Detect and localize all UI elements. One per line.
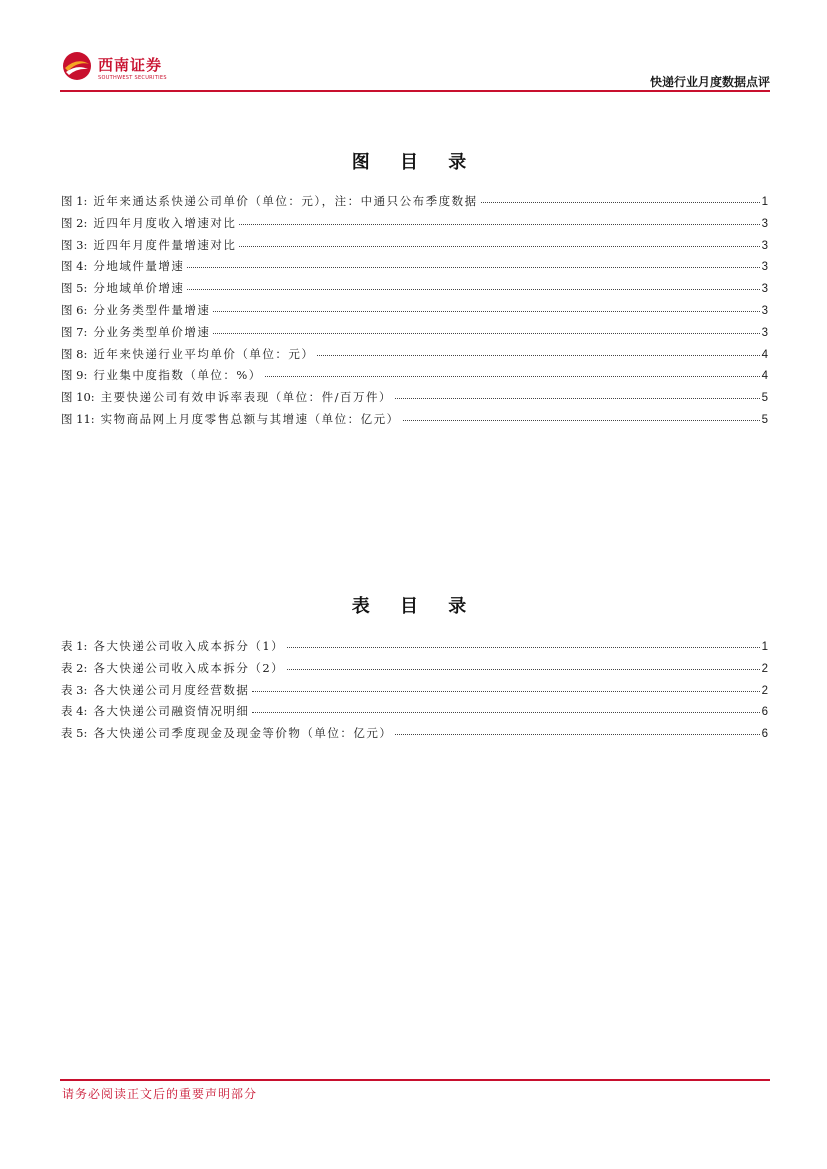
tables-section-title: 表 目 录 — [351, 596, 479, 617]
toc-entry-label: 表 5: — [61, 726, 88, 741]
toc-entry-label: 表 3: — [61, 682, 88, 697]
toc-page-number: 3 — [761, 239, 768, 252]
table-toc-entry[interactable] — [61, 636, 768, 658]
report-title: 快递行业月度数据点评 — [649, 75, 770, 89]
toc-entry-label: 图 6: — [61, 302, 88, 317]
figure-toc-entry[interactable] — [61, 235, 768, 257]
figures-section-title: 图 目 录 — [351, 152, 479, 173]
toc-dot-leader — [317, 354, 759, 356]
figure-toc-entry[interactable] — [61, 365, 768, 387]
page-header — [60, 48, 770, 94]
toc-entry-title: 近年来快递行业平均单价（单位：元） — [93, 346, 315, 361]
toc-page-number: 3 — [761, 304, 768, 317]
toc-entry-label: 表 1: — [61, 639, 88, 653]
toc-entry-title: 分地域件量增速 — [93, 259, 185, 274]
logo-english-name: SOUTHWEST SECURITIES — [98, 75, 167, 81]
figure-toc-entry[interactable] — [61, 278, 768, 300]
toc-entry-title: 分地域单价增速 — [93, 281, 185, 296]
toc-page-number: 3 — [761, 283, 768, 296]
toc-page-number: 4 — [761, 348, 768, 361]
logo-icon — [62, 51, 92, 81]
footer-divider — [60, 1079, 770, 1081]
toc-page-number: 6 — [761, 728, 768, 741]
toc-dot-leader — [287, 646, 759, 648]
toc-dot-leader — [481, 201, 760, 203]
figure-toc-entry[interactable] — [61, 409, 768, 431]
toc-dot-leader — [395, 733, 759, 735]
table-toc-entry[interactable] — [61, 680, 768, 702]
toc-page-number: 4 — [761, 370, 768, 383]
toc-dot-leader — [239, 223, 759, 225]
toc-entry-title: 各大快递公司融资情况明细 — [93, 704, 250, 719]
toc-entry-label: 表 2: — [61, 660, 88, 675]
figures-list — [61, 191, 768, 431]
toc-entry-title: 各大快递公司收入成本拆分（1） — [93, 639, 285, 653]
toc-page-number: 1 — [761, 641, 768, 653]
tables-list — [61, 636, 768, 745]
figure-toc-entry[interactable] — [61, 191, 768, 213]
toc-page-number: 1 — [761, 196, 768, 208]
toc-entry-title: 各大快递公司收入成本拆分（2） — [93, 660, 285, 675]
toc-entry-label: 图 7: — [61, 324, 88, 339]
logo-chinese-name: 西南证券 — [98, 56, 163, 74]
toc-dot-leader — [239, 245, 759, 247]
toc-entry-label: 图 4: — [61, 259, 88, 274]
toc-page-number: 2 — [761, 662, 768, 675]
company-logo — [60, 48, 190, 86]
toc-entry-label: 表 4: — [61, 704, 88, 719]
table-toc-entry[interactable] — [61, 723, 768, 745]
footer-disclaimer: 请务必阅读正文后的重要声明部分 — [62, 1087, 258, 1101]
table-toc-entry[interactable] — [61, 701, 768, 723]
toc-entry-label: 图 2: — [61, 215, 88, 230]
toc-dot-leader — [395, 397, 760, 399]
toc-dot-leader — [187, 288, 759, 290]
figure-toc-entry[interactable] — [61, 300, 768, 322]
toc-entry-label: 图 9: — [61, 368, 88, 383]
toc-dot-leader — [213, 332, 759, 334]
toc-entry-title: 主要快递公司有效申诉率表现（单位：件/百万件） — [100, 390, 393, 405]
table-toc-entry[interactable] — [61, 658, 768, 680]
toc-entry-title: 各大快递公司月度经营数据 — [93, 682, 250, 697]
toc-entry-title: 近年来通达系快递公司单价（单位：元），注：中通只公布季度数据 — [93, 194, 478, 208]
toc-dot-leader — [265, 375, 760, 377]
figure-toc-entry[interactable] — [61, 322, 768, 344]
toc-dot-leader — [213, 310, 759, 312]
toc-page-number: 2 — [761, 684, 768, 697]
figure-toc-entry[interactable] — [61, 256, 768, 278]
toc-dot-leader — [252, 711, 759, 713]
toc-dot-leader — [187, 266, 759, 268]
figure-toc-entry[interactable] — [61, 213, 768, 235]
toc-page-number: 3 — [761, 326, 768, 339]
figure-toc-entry[interactable] — [61, 344, 768, 366]
toc-dot-leader — [252, 690, 759, 692]
toc-entry-label: 图 10: — [61, 390, 95, 405]
toc-entry-label: 图 11: — [61, 411, 95, 426]
figure-toc-entry[interactable] — [61, 387, 768, 409]
toc-entry-title: 行业集中度指数（单位：%） — [93, 368, 262, 383]
toc-dot-leader — [403, 419, 760, 421]
toc-page-number: 5 — [761, 413, 768, 426]
toc-page-number: 3 — [761, 261, 768, 274]
header-divider — [60, 90, 770, 92]
toc-entry-label: 图 3: — [61, 237, 88, 252]
toc-entry-title: 近四年月度收入增速对比 — [93, 215, 237, 230]
toc-entry-title: 各大快递公司季度现金及现金等价物（单位：亿元） — [93, 726, 393, 741]
toc-entry-label: 图 8: — [61, 346, 88, 361]
toc-page-number: 5 — [761, 392, 768, 405]
toc-entry-label: 图 5: — [61, 281, 88, 296]
toc-entry-title: 分业务类型件量增速 — [93, 302, 211, 317]
toc-page-number: 3 — [761, 217, 768, 230]
toc-dot-leader — [287, 668, 759, 670]
toc-entry-title: 分业务类型单价增速 — [93, 324, 211, 339]
toc-page-number: 6 — [761, 706, 768, 719]
toc-entry-title: 近四年月度件量增速对比 — [93, 237, 237, 252]
toc-entry-label: 图 1: — [61, 194, 88, 208]
toc-entry-title: 实物商品网上月度零售总额与其增速（单位：亿元） — [100, 411, 400, 426]
